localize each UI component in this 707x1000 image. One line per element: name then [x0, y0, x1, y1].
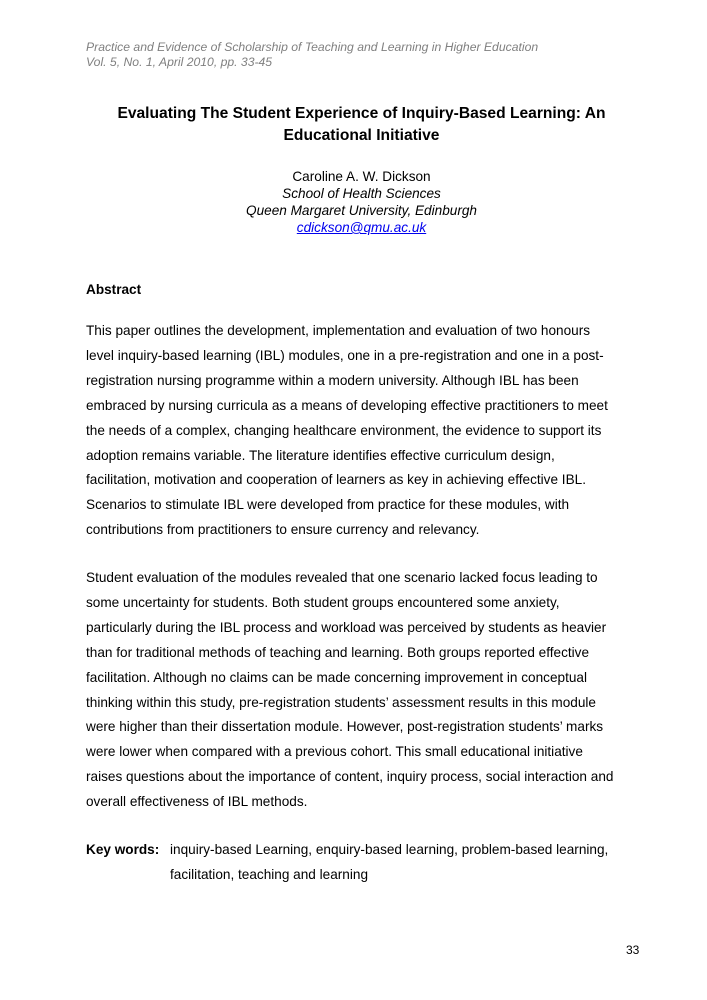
- text-line: particularly during the IBL process and workload was perceived by students as heavier: [86, 619, 607, 635]
- text-line: facilitation. Although no claims can be made concerning improvement in conceptual: [86, 669, 587, 685]
- keywords-text: [170, 838, 650, 887]
- journal-volume: Vol. 5, No. 1, April 2010, pp. 33-45: [86, 55, 273, 69]
- text-line: the needs of a complex, changing healthcare environment, the evidence to support its: [86, 422, 602, 438]
- author-institution: Queen Margaret University, Edinburgh: [246, 203, 477, 218]
- text-line: some uncertainty for students. Both student groups encountered some anxiety,: [86, 594, 560, 610]
- abstract-paragraph-2: [86, 566, 646, 815]
- journal-title: Practice and Evidence of Scholarship of Teaching and Learning in Higher Education: [86, 40, 539, 54]
- paper-title-line: Educational Initiative: [283, 127, 440, 144]
- text-line: contributions from practitioners to ensure currency and relevancy.: [86, 522, 480, 538]
- abstract-paragraph-1: [86, 319, 646, 543]
- text-line: adoption remains variable. The literature identifies effective curriculum design,: [86, 447, 555, 463]
- text-line: level inquiry-based learning (IBL) modules, one in a pre-registration and one in a post-: [86, 347, 604, 363]
- text-line: than for traditional methods of teaching and learning. Both groups reported effective: [86, 644, 590, 660]
- author-email-link[interactable]: cdickson@qmu.ac.uk: [296, 220, 427, 235]
- keywords-line: inquiry-based Learning, enquiry-based learning, problem-based learning,: [170, 842, 609, 857]
- author-block: [60, 168, 663, 236]
- abstract-heading: Abstract: [86, 282, 142, 297]
- paper-title: [60, 103, 663, 147]
- author-department: School of Health Sciences: [282, 186, 441, 201]
- text-line: Student evaluation of the modules revealed that one scenario lacked focus leading to: [86, 570, 598, 585]
- text-line: were higher than their dissertation module. However, post-registration students’ marks: [86, 719, 604, 735]
- text-line: registration nursing programme within a modern university. Although IBL has been: [86, 372, 579, 388]
- text-line: overall effectiveness of IBL methods.: [86, 794, 308, 810]
- text-line: raises questions about the importance of content, inquiry process, social interaction and: [86, 769, 614, 785]
- text-line: This paper outlines the development, implementation and evaluation of two honours: [86, 323, 591, 338]
- page-number: 33: [626, 943, 640, 957]
- author-name: Caroline A. W. Dickson: [292, 169, 431, 184]
- text-line: thinking within this study, pre-registration students’ assessment results in this module: [86, 694, 596, 710]
- keywords-line: facilitation, teaching and learning: [170, 866, 368, 882]
- keywords-label: Key words:: [86, 842, 160, 857]
- text-line: embraced by nursing curricula as a means of developing effective practitioners to meet: [86, 397, 608, 413]
- paper-title-line: Evaluating The Student Experience of Inquiry-Based Learning: An: [117, 105, 606, 122]
- text-line: facilitation, motivation and cooperation of learners as key in achieving effective IBL.: [86, 472, 586, 488]
- text-line: Scenarios to stimulate IBL were developed from practice for these modules, with: [86, 497, 570, 513]
- journal-header: [86, 40, 538, 70]
- text-line: were lower when compared with a previous cohort. This small educational initiative: [86, 744, 583, 760]
